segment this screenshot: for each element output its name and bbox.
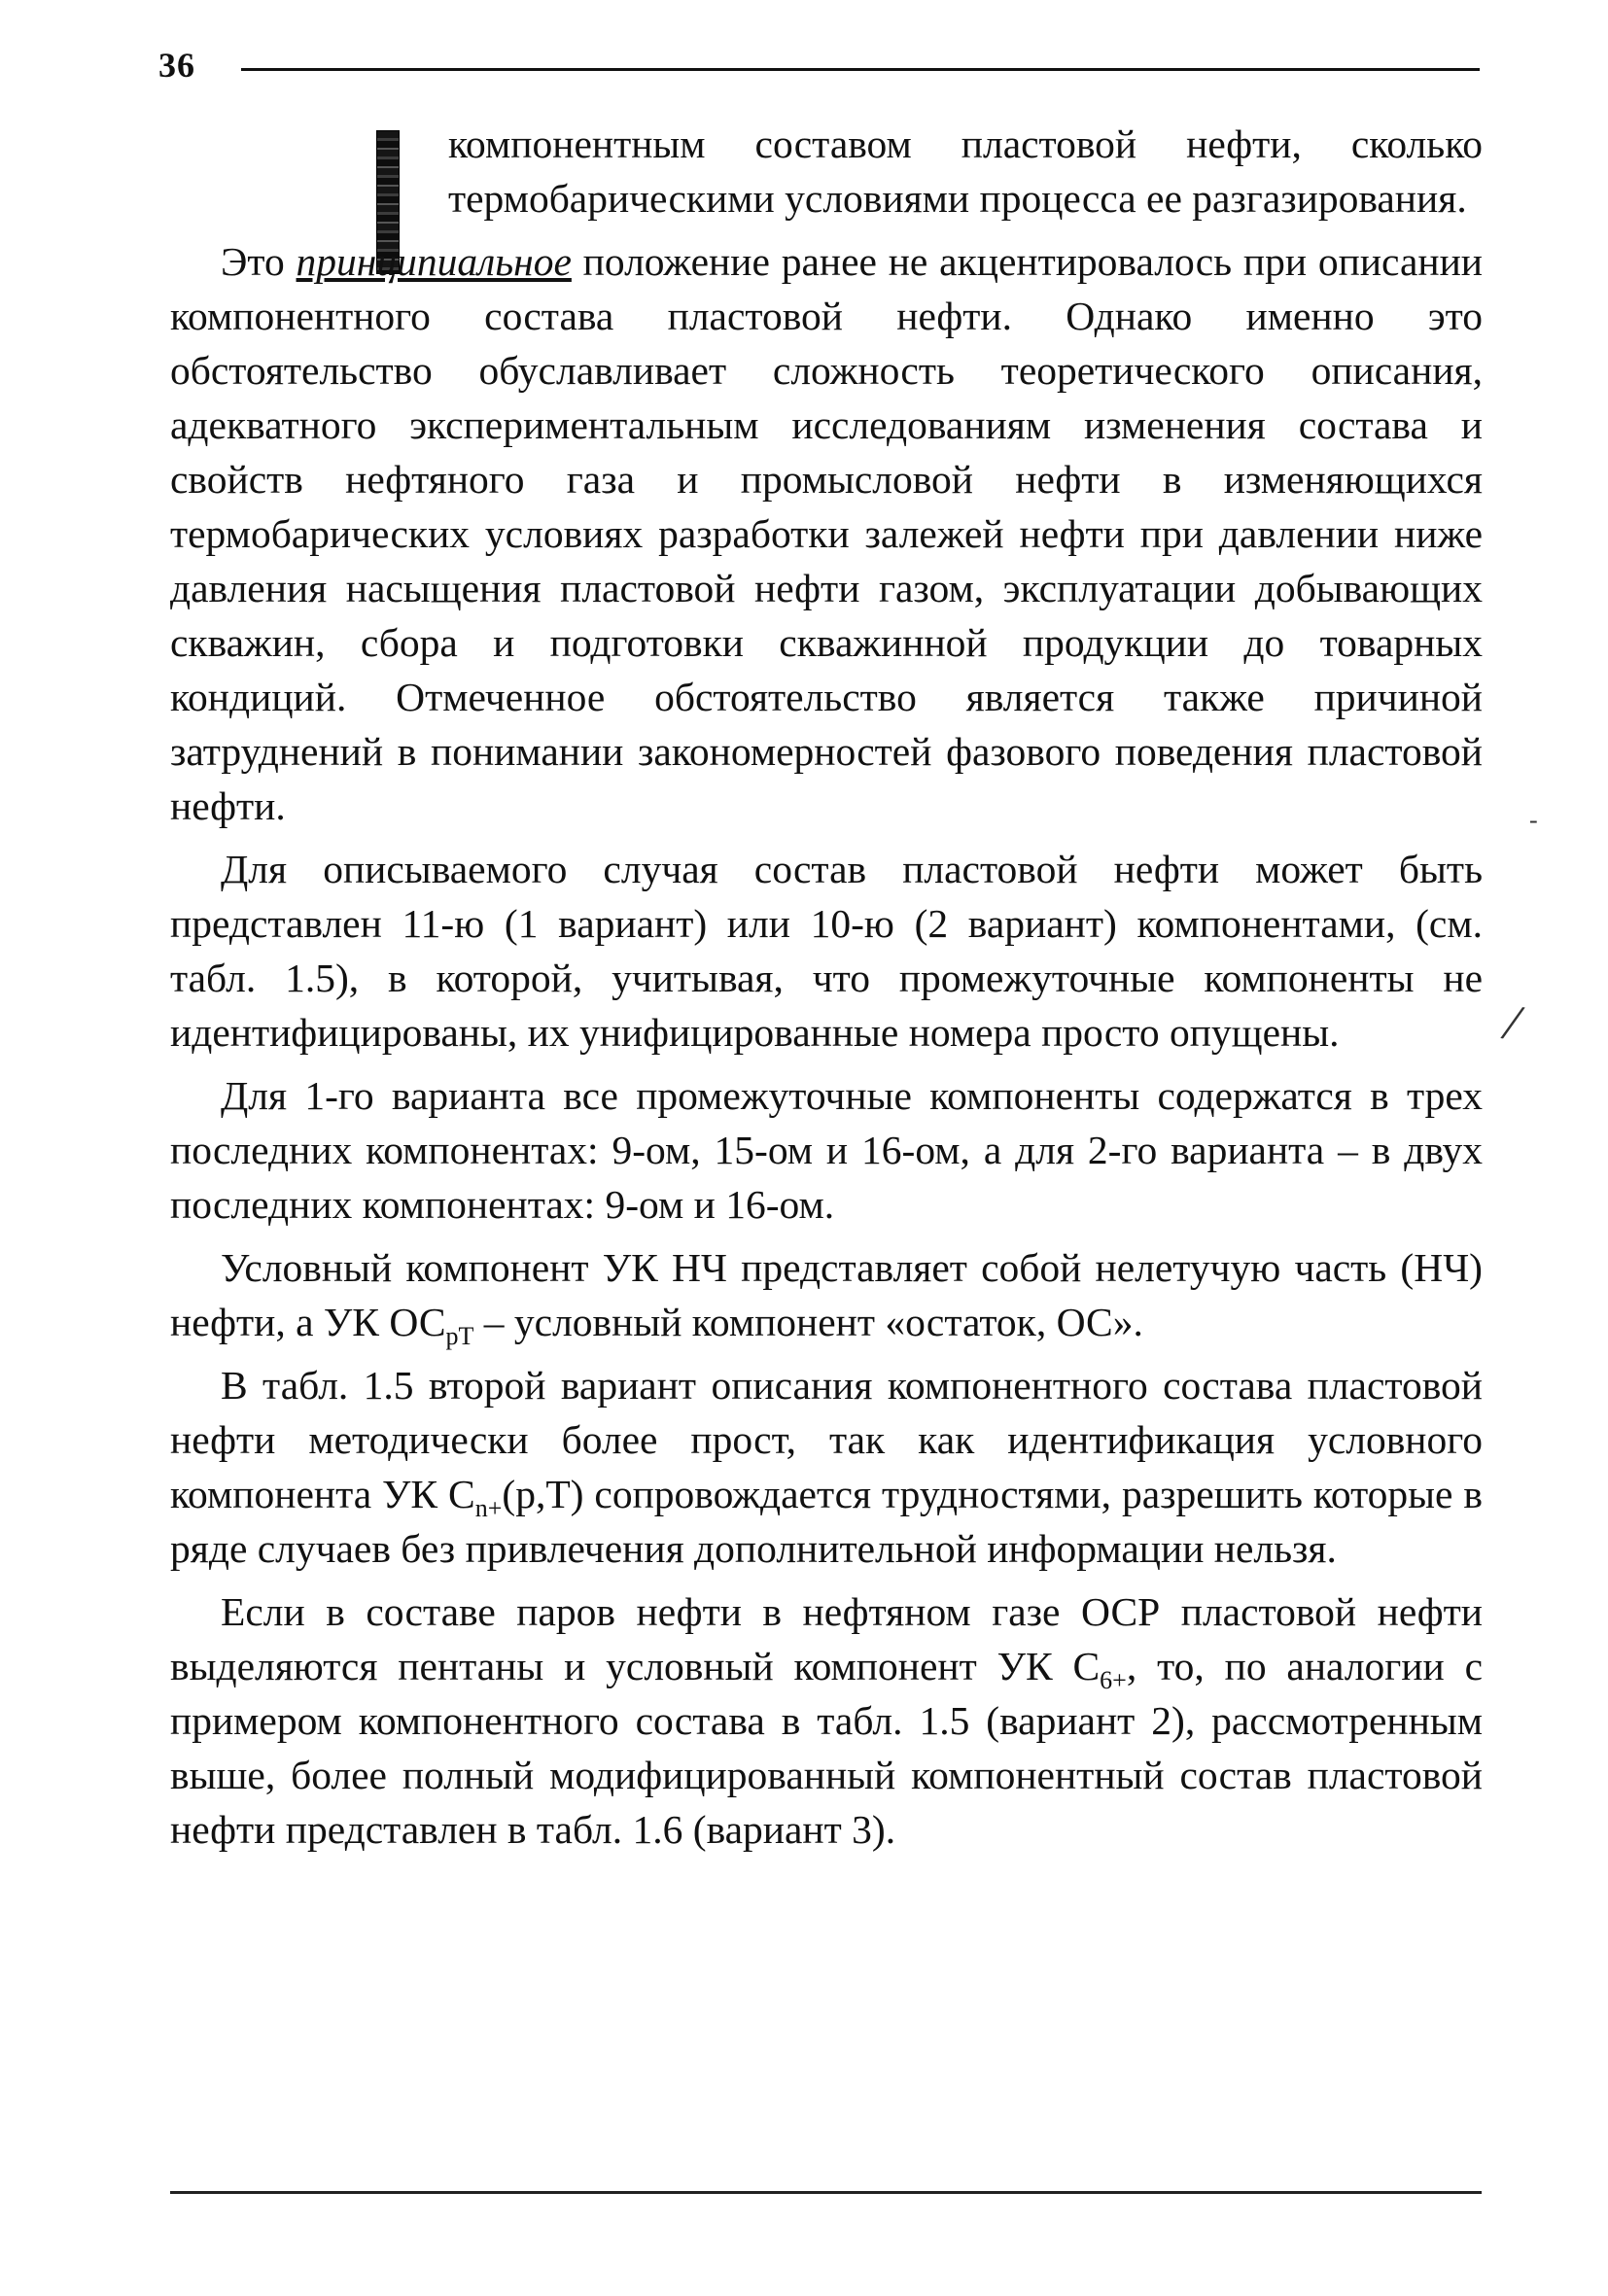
paragraph-text: Для 1-го варианта все промежуточные компоненты содержатся в трех последних компонентах: 9-ом, 15-ом и 16-ом, а для 2-го варианта – в двух последних компонентах: 9-ом и 16-ом.	[170, 1073, 1483, 1227]
paragraph-text-after: положение ранее не акцентировалось при описании компонентного состава пластовой нефти. Однако именно это обстоятельство обуславливает сложность теоретического описания, адекватного экспериментальным исследованиям изменения состава и свойств нефтяного газа и промысловой нефти в изменяющихся термобарических условиях разработки залежей нефти при давлении ниже давления насыщения пластовой нефти газом, эксплуатации добывающих скважин, сбора и подготовки скважинной продукции до товарных кондиций. Отмеченное обстоятельство является также причиной затруднений в понимании закономерностей фазового поведения пластовой нефти.	[170, 239, 1483, 828]
subscript: 6+	[1100, 1666, 1127, 1694]
margin-dot: -	[1529, 806, 1538, 834]
continued-paragraph	[170, 117, 1483, 226]
paragraph-text-after: (р,Т) сопровождается трудностями, разрешить которые в ряде случаев без привлечения дополнительной информации нельзя.	[170, 1472, 1483, 1571]
subscript: рТ	[445, 1322, 474, 1350]
paragraph-text: компонентным составом пластовой нефти, сколько термобарическими условиями процесса ее разгазирования.	[448, 122, 1483, 221]
paragraph-pentanes	[170, 1584, 1483, 1857]
paragraph-conditional-component	[170, 1240, 1483, 1349]
paragraph-text-before: В табл. 1.5 второй вариант описания компонентного состава пластовой нефти методически более прост, так как идентификация условного компонента УК С	[170, 1363, 1483, 1516]
header-rule	[241, 68, 1480, 71]
emphasized-word: принципиальное	[296, 239, 572, 284]
paragraph-text: Для описываемого случая состав пластовой нефти может быть представлен 11-ю (1 вариант) или 10-ю (2 вариант) компонентами, (см. табл. 1.5), в которой, учитывая, что промежуточные компоненты не идентифицированы, их унифицированные номера просто опущены.	[170, 847, 1483, 1055]
text-column	[170, 117, 1483, 1865]
paragraph-text-before: Это	[221, 239, 297, 284]
page-number: 36	[158, 46, 195, 85]
subscript: n+	[474, 1494, 503, 1522]
paragraph-text-before: Если в составе паров нефти в нефтяном газе ОСР пластовой нефти выделяются пентаны и условный компонент УК С	[170, 1589, 1483, 1688]
paragraph-table-variant	[170, 1358, 1483, 1576]
paragraph-text-after: – условный компонент «остаток, ОС».	[473, 1300, 1143, 1344]
margin-handwritten-mark: /	[1501, 994, 1523, 1052]
paragraph-first-variant	[170, 1068, 1483, 1232]
paragraph-text-before: Условный компонент УК НЧ представляет собой нелетучую часть (НЧ) нефти, а УК ОС	[170, 1245, 1483, 1344]
footer-rule	[170, 2191, 1482, 2194]
paragraph-text-after: , то, по аналогии с примером компонентного состава в табл. 1.5 (вариант 2), рассмотренным выше, более полный модифицированный компонентный состав пластовой нефти представлен в табл. 1.6 (вариант 3).	[170, 1644, 1483, 1852]
paragraph-principle	[170, 234, 1483, 833]
paragraph-variants	[170, 842, 1483, 1060]
